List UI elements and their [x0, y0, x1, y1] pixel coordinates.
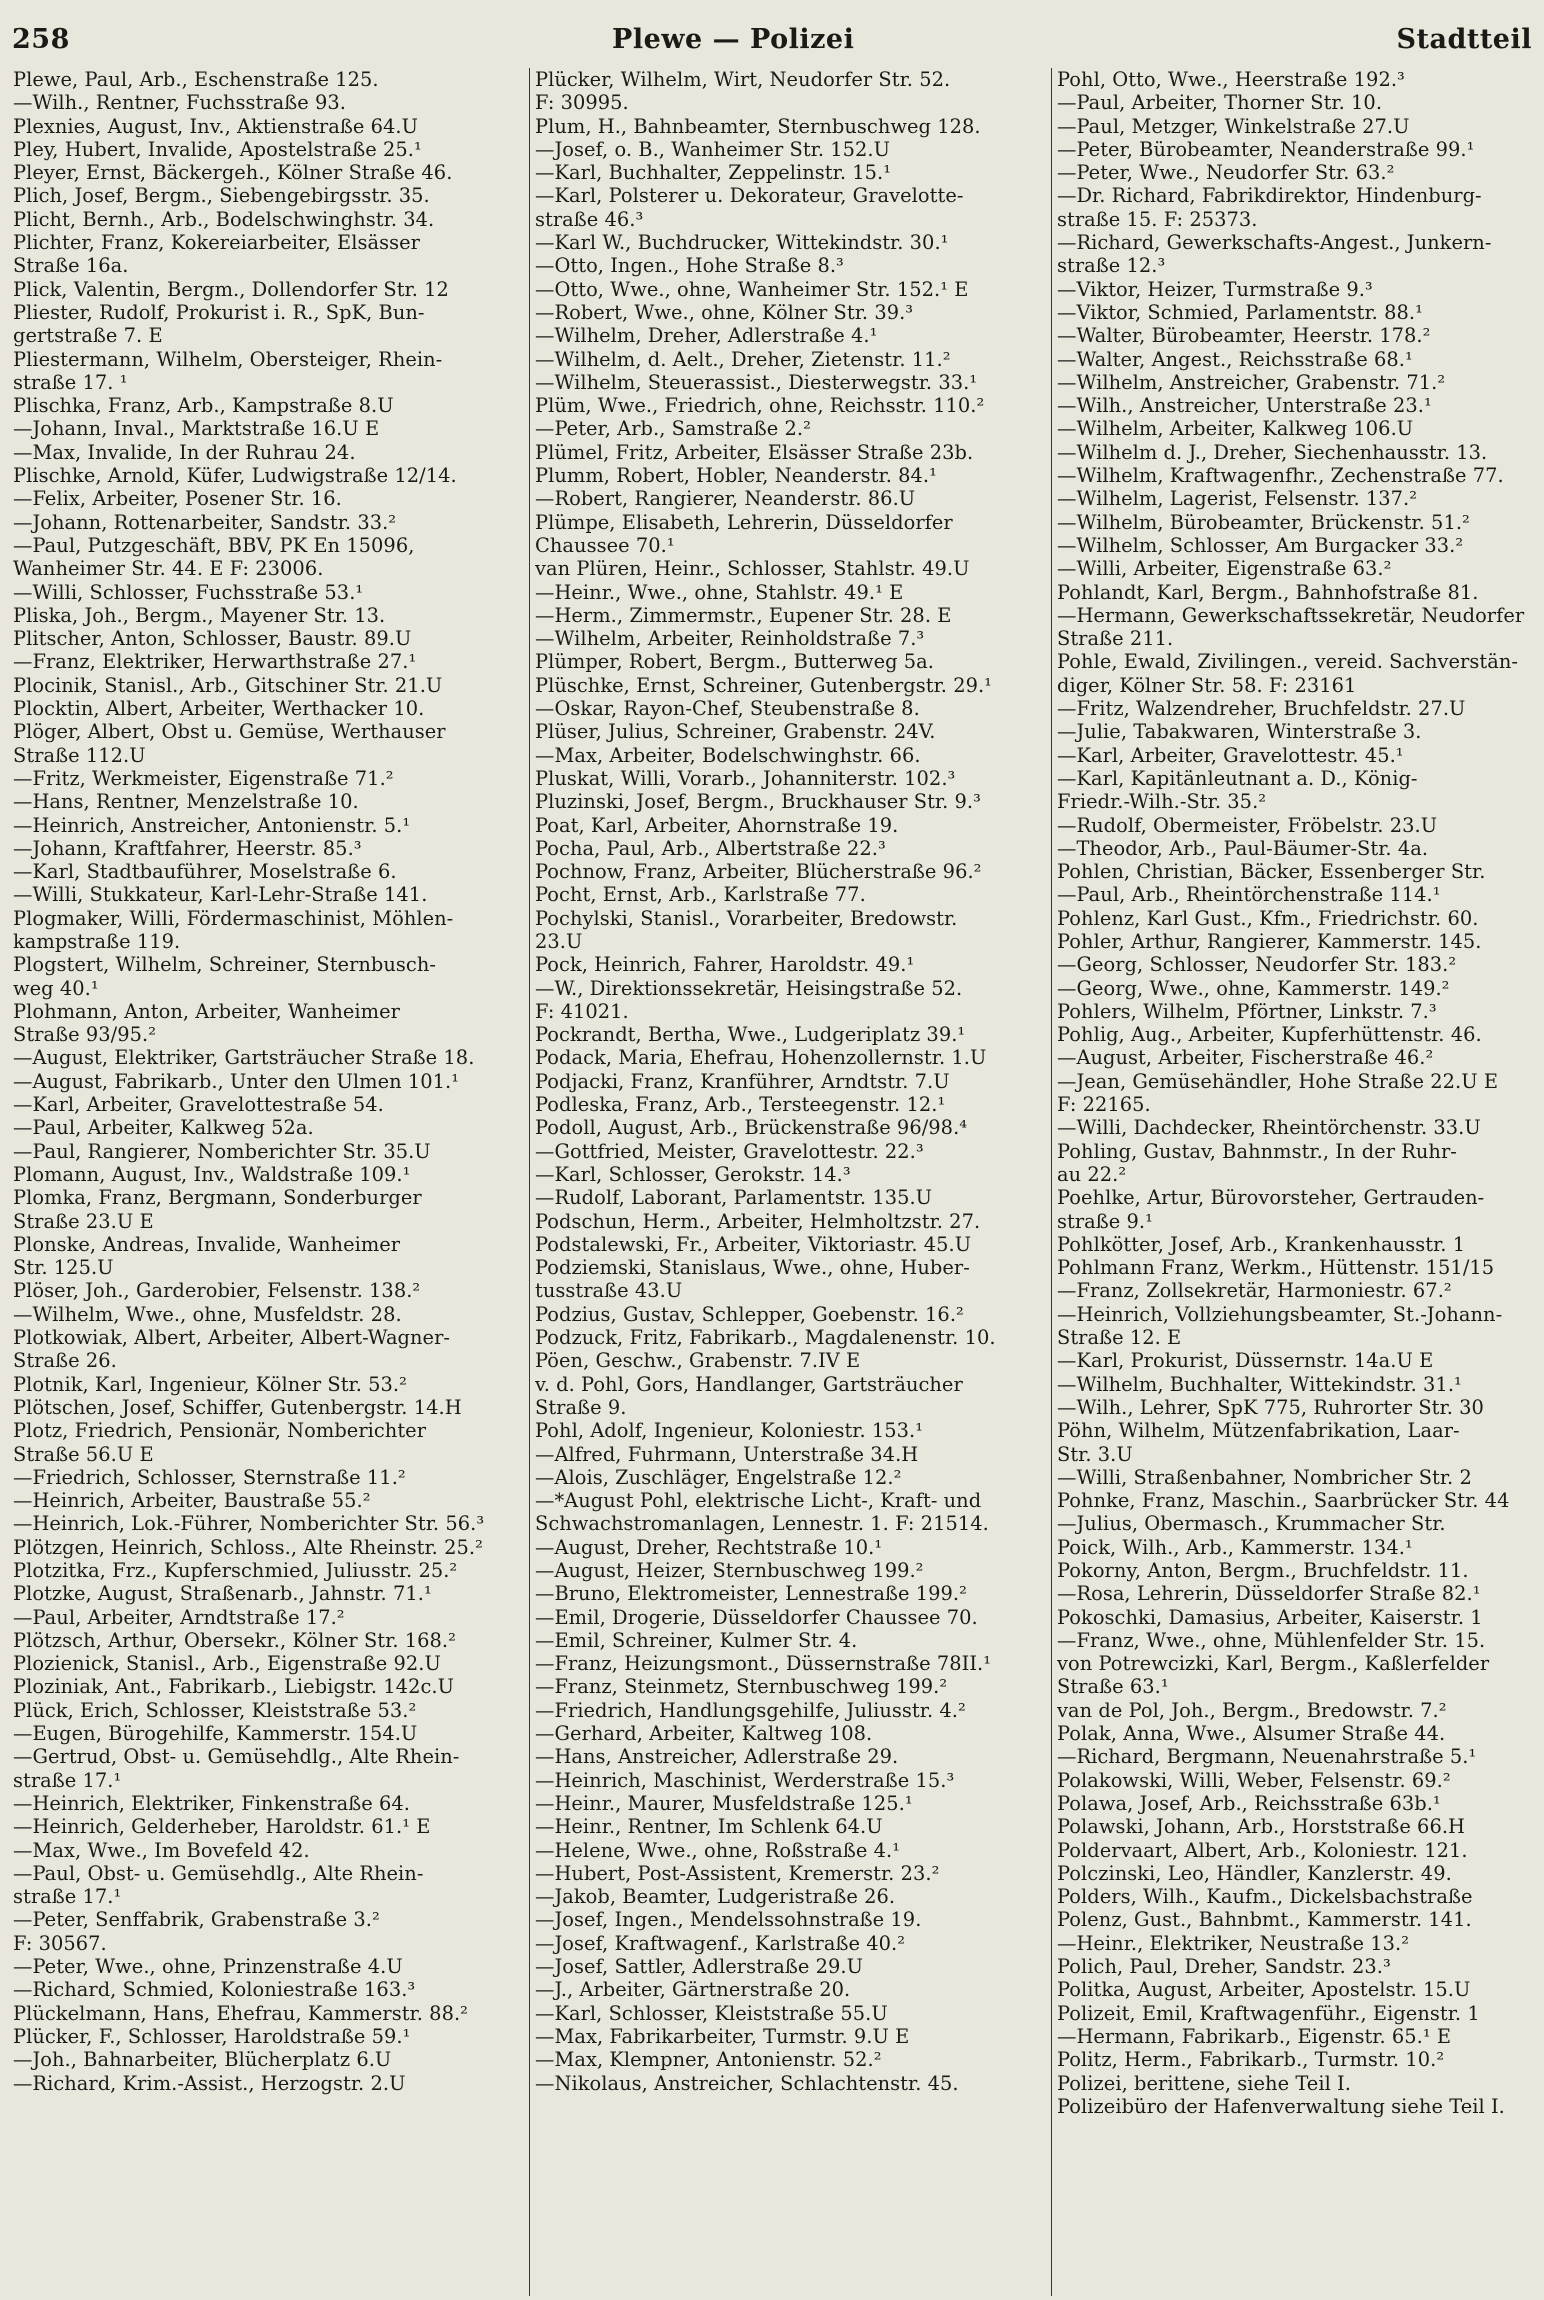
directory-entry-line: Ploziniak, Ant., Fabrikarb., Liebigstr. 142c.U [13, 1675, 454, 1699]
directory-entry-line: —Paul, Arb., Rheintörchenstraße 114.¹ [1057, 883, 1441, 907]
directory-entry-line: —August, Dreher, Rechtstraße 10.¹ [535, 1535, 883, 1559]
directory-entry-line: —August, Heizer, Sternbuschweg 199.² [535, 1559, 924, 1582]
directory-entry-line: —Max, Wwe., Im Bovefeld 42. [13, 1838, 310, 1862]
directory-entry-line: —J., Arbeiter, Gärtnerstraße 20. [535, 1978, 851, 2002]
directory-entry-line: —Julius, Obermasch., Krummacher Str. [1057, 1512, 1446, 1536]
directory-entry-line: —Theodor, Arb., Paul-Bäumer-Str. 4a. [1057, 836, 1429, 860]
directory-entry-line: Polakowski, Willi, Weber, Felsenstr. 69.² [1057, 1768, 1451, 1792]
directory-entry-line: Plötzgen, Heinrich, Schloss., Alte Rheinstr. 25.² [13, 1535, 483, 1559]
directory-entry-line: —Willi, Arbeiter, Eigenstraße 63.² [1057, 557, 1392, 581]
directory-entry-line: —Wilhelm, Arbeiter, Kalkweg 106.U [1057, 417, 1414, 441]
directory-entry-line: —Otto, Ingen., Hohe Straße 8.³ [535, 254, 844, 278]
directory-entry-line: —Willi, Dachdecker, Rheintörchenstr. 33.U [1057, 1116, 1481, 1140]
directory-entry-line: Pohlmann Franz, Werkm., Hüttenstr. 151/15 [1057, 1256, 1495, 1280]
directory-entry-line: Polizeibüro der Hafenverwaltung siehe Teil I. [1057, 2094, 1505, 2118]
directory-entry-line: Pohlandt, Karl, Bergm., Bahnhofstraße 81. [1057, 580, 1479, 604]
directory-entry-line: —Jakob, Beamter, Ludgeristraße 26. [535, 1885, 896, 1909]
directory-entry-line: —Heinrich, Gelderheber, Haroldstr. 61.¹ E [13, 1815, 431, 1839]
directory-entry-line: —Karl, Arbeiter, Gravelottestraße 54. [13, 1093, 384, 1117]
directory-entry-line: Plonske, Andreas, Invalide, Wanheimer [13, 1232, 401, 1256]
directory-entry-line: —Paul, Putzgeschäft, BBV, PK En 15096, [13, 533, 415, 557]
directory-entry-line: Plötzsch, Arthur, Obersekr., Kölner Str. 168.² [13, 1628, 456, 1652]
directory-entry-line: —Willi, Straßenbahner, Nombricher Str. 2 [1057, 1465, 1472, 1489]
directory-entry-line: F: 22165. [1057, 1093, 1151, 1117]
directory-entry-line: Pochylski, Stanisl., Vorarbeiter, Bredowstr. [535, 906, 958, 930]
directory-entry-line: —Heinrich, Arbeiter, Baustraße 55.² [13, 1489, 371, 1513]
directory-entry-line: —Franz, Zollsekretär, Harmoniestr. 67.² [1057, 1279, 1452, 1303]
directory-entry-line: Plotzke, August, Straßenarb., Jahnstr. 71.¹ [13, 1582, 432, 1606]
directory-entry-line: —Karl, Arbeiter, Gravelottestr. 45.¹ [1057, 743, 1404, 767]
directory-entry-line: Pockrandt, Bertha, Wwe., Ludgeriplatz 39.¹ [535, 1023, 966, 1047]
directory-entry-line: —Emil, Drogerie, Düsseldorfer Chaussee 70. [535, 1605, 978, 1629]
directory-entry-line: Pluskat, Willi, Vorarb., Johanniterstr. 102.³ [535, 766, 956, 790]
directory-entry-line: straße 9.¹ [1057, 1209, 1153, 1233]
directory-entry-line: —Walter, Angest., Reichsstraße 68.¹ [1057, 347, 1413, 371]
directory-entry-line: Wanheimer Str. 44. E F: 23006. [13, 557, 324, 581]
directory-entry-line: —Wilhelm, Lagerist, Felsenstr. 137.² [1057, 487, 1418, 511]
directory-entry-line: Plotkowiak, Albert, Arbeiter, Albert-Wagner- [13, 1326, 450, 1350]
directory-entry-line: —Joh., Bahnarbeiter, Blücherplatz 6.U [13, 2048, 392, 2072]
directory-entry-line: Straße 112.U [13, 743, 146, 767]
directory-entry-line: Polczinski, Leo, Händler, Kanzlerstr. 49. [1057, 1861, 1452, 1885]
directory-entry-line: —August, Arbeiter, Fischerstraße 46.² [1057, 1046, 1434, 1070]
directory-entry-line: Plewe, Paul, Arb., Eschenstraße 125. [13, 68, 379, 91]
directory-entry-line: Polenz, Gust., Bahnbmt., Kammerstr. 141. [1057, 1908, 1472, 1932]
directory-entry-line: —Viktor, Schmied, Parlamentstr. 88.¹ [1057, 300, 1423, 324]
directory-entry-line: —Heinr., Wwe., ohne, Stahlstr. 49.¹ E [535, 580, 904, 604]
directory-entry-line: F: 30995. [535, 91, 629, 115]
directory-entry-line: Plückelmann, Hans, Ehefrau, Kammerstr. 88.² [13, 2001, 468, 2025]
directory-entry-line: —W., Direktionssekretär, Heisingstraße 52. [535, 976, 963, 1000]
directory-entry-line: —Paul, Arbeiter, Arndtstraße 17.² [13, 1605, 345, 1629]
directory-entry-line: —Wilhelm, Schlosser, Am Burgacker 33.² [1057, 533, 1464, 557]
directory-entry-line: —Paul, Arbeiter, Thorner Str. 10. [1057, 91, 1383, 115]
directory-entry-line: van Plüren, Heinr., Schlosser, Stahlstr. 49.U [535, 557, 970, 581]
page-header [12, 14, 1532, 64]
directory-entry-line: Plogmaker, Willi, Fördermaschinist, Möhlen- [13, 906, 454, 930]
directory-entry-line: —Friedrich, Schlosser, Sternstraße 11.² [13, 1465, 406, 1489]
column-1 [8, 68, 530, 2296]
directory-entry-line: Straße 56.U E [13, 1442, 154, 1466]
column-3 [1052, 68, 1536, 2296]
directory-entry-line: Pohnke, Franz, Maschin., Saarbrücker Str. 44 [1057, 1489, 1510, 1513]
directory-entry-line: —Helene, Wwe., ohne, Roßstraße 4.¹ [535, 1838, 901, 1862]
directory-entry-line: —Richard, Bergmann, Neuenahrstraße 5.¹ [1057, 1745, 1477, 1769]
directory-entry-line: Plich, Josef, Bergm., Siebengebirgsstr. 35. [13, 184, 430, 208]
directory-entry-line: —Richard, Gewerkschafts-Angest., Junkern- [1057, 231, 1492, 255]
directory-entry-line: —Heinr., Elektriker, Neustraße 13.² [1057, 1931, 1410, 1955]
directory-entry-line: —Gertrud, Obst- u. Gemüsehdlg., Alte Rhein- [13, 1745, 460, 1769]
directory-entry-line: Plotnik, Karl, Ingenieur, Kölner Str. 53.² [13, 1372, 407, 1396]
directory-entry-line: kampstraße 119. [13, 929, 181, 953]
directory-entry-line: —Georg, Schlosser, Neudorfer Str. 183.² [1057, 953, 1457, 977]
directory-entry-line: tusstraße 43.U [535, 1279, 683, 1303]
directory-entry-line: —Wilh., Anstreicher, Unterstraße 23.¹ [1057, 394, 1432, 418]
directory-entry-line: —Peter, Arb., Samstraße 2.² [535, 417, 811, 441]
directory-entry-line: —Paul, Obst- u. Gemüsehdlg., Alte Rhein- [13, 1861, 424, 1885]
directory-entry-line: —Otto, Wwe., ohne, Wanheimer Str. 152.¹ E [535, 277, 969, 301]
directory-entry-line: —Herm., Zimmermstr., Eupener Str. 28. E [535, 603, 952, 627]
directory-entry-line: Plüser, Julius, Schreiner, Grabenstr. 24V. [535, 720, 936, 744]
directory-entry-line: —Robert, Wwe., ohne, Kölner Str. 39.³ [535, 300, 914, 324]
directory-entry-line: v. d. Pohl, Gors, Handlanger, Gartsträucher [535, 1372, 963, 1396]
directory-entry-line: —Willi, Schlosser, Fuchsstraße 53.¹ [13, 580, 364, 604]
directory-entry-line: —Max, Invalide, In der Ruhrau 24. [13, 440, 356, 464]
directory-entry-line: Pohlen, Christian, Bäcker, Essenberger Str. [1057, 860, 1486, 884]
directory-entry-line: —Gerhard, Arbeiter, Kaltweg 108. [535, 1722, 873, 1746]
directory-entry-line: —Heinrich, Maschinist, Werderstraße 15.³ [535, 1768, 955, 1792]
directory-entry-line: Podzius, Gustav, Schlepper, Goebenstr. 16.² [535, 1302, 964, 1326]
directory-entry-line: Pokorny, Anton, Bergm., Bruchfeldstr. 11. [1057, 1559, 1469, 1582]
directory-entry-line: —Heinr., Rentner, Im Schlenk 64.U [535, 1815, 883, 1839]
directory-entry-line: Str. 125.U [13, 1256, 114, 1280]
directory-entry-line: Podoll, August, Arb., Brückenstraße 96/98.⁴ [535, 1116, 968, 1140]
directory-entry-line: —Felix, Arbeiter, Posener Str. 16. [13, 487, 342, 511]
directory-entry-line: —August, Fabrikarb., Unter den Ulmen 101.¹ [13, 1069, 460, 1093]
directory-entry-line: straße 46.³ [535, 207, 644, 231]
directory-entry-line: Straße 9. [535, 1395, 627, 1419]
directory-entry-line: —Karl, Polsterer u. Dekorateur, Gravelotte- [535, 184, 964, 208]
directory-entry-line: Plümper, Robert, Bergm., Butterweg 5a. [535, 650, 934, 674]
directory-entry-line: —Franz, Elektriker, Herwarthstraße 27.¹ [13, 650, 417, 674]
directory-entry-line: au 22.² [1057, 1162, 1127, 1186]
directory-entry-line: Plohmann, Anton, Arbeiter, Wanheimer [13, 999, 400, 1023]
directory-entry-line: —Wilhelm, Kraftwagenfhr., Zechenstraße 77. [1057, 464, 1504, 488]
directory-entry-line: —Franz, Wwe., ohne, Mühlenfelder Str. 15. [1057, 1628, 1486, 1652]
directory-entry-line: Pluzinski, Josef, Bergm., Bruckhauser Str. 9.³ [535, 790, 981, 814]
directory-entry-line: —Nikolaus, Anstreicher, Schlachtenstr. 45. [535, 2071, 959, 2095]
directory-entry-line: —Jean, Gemüsehändler, Hohe Straße 22.U E [1057, 1069, 1499, 1093]
directory-entry-line: —Richard, Schmied, Koloniestraße 163.³ [13, 1978, 416, 2002]
directory-entry-line: —Karl, Schlosser, Gerokstr. 14.³ [535, 1162, 851, 1186]
directory-entry-line: —Heinrich, Anstreicher, Antonienstr. 5.¹ [13, 813, 411, 837]
directory-entry-line: Pohlkötter, Josef, Arb., Krankenhausstr. 1 [1057, 1232, 1466, 1256]
directory-entry-line: straße 17. ¹ [13, 370, 128, 394]
directory-entry-line: weg 40.¹ [13, 976, 99, 1000]
directory-entry-line: —Emil, Schreiner, Kulmer Str. 4. [535, 1628, 858, 1652]
directory-entry-line: —Wilh., Rentner, Fuchsstraße 93. [13, 91, 346, 115]
directory-entry-line: —Hans, Anstreicher, Adlerstraße 29. [535, 1745, 899, 1769]
directory-entry-line: Plitscher, Anton, Schlosser, Baustr. 89.U [13, 627, 412, 651]
directory-entry-line: Plocinik, Stanisl., Arb., Gitschiner Str. 21.U [13, 673, 443, 697]
directory-entry-line: gertstraße 7. E [13, 324, 163, 348]
directory-entry-line: straße 17.¹ [13, 1885, 122, 1909]
directory-entry-line: Pohl, Adolf, Ingenieur, Koloniestr. 153.¹ [535, 1419, 924, 1443]
directory-entry-line: —Josef, Sattler, Adlerstraße 29.U [535, 1955, 864, 1979]
directory-entry-line: Plücker, Wilhelm, Wirt, Neudorfer Str. 52. [535, 68, 951, 91]
directory-entry-line: Plotz, Friedrich, Pensionär, Nomberichter [13, 1419, 427, 1443]
directory-entry-line: Plöser, Joh., Garderobier, Felsenstr. 138.² [13, 1279, 421, 1303]
directory-entry-line: —Heinr., Maurer, Musfeldstraße 125.¹ [535, 1791, 913, 1815]
directory-entry-line: —Wilhelm, Bürobeamter, Brückenstr. 51.² [1057, 510, 1470, 534]
directory-entry-line: —Friedrich, Handlungsgehilfe, Juliusstr. 4.² [535, 1698, 966, 1722]
directory-entry-line: Podschun, Herm., Arbeiter, Helmholtzstr. 27. [535, 1209, 981, 1233]
directory-entry-line: —Robert, Rangierer, Neanderstr. 86.U [535, 487, 916, 511]
directory-entry-line: Plomann, August, Inv., Waldstraße 109.¹ [13, 1162, 411, 1186]
directory-entry-line: Plümel, Fritz, Arbeiter, Elsässer Straße 23b. [535, 440, 974, 464]
directory-entry-line: Plozienick, Stanisl., Arb., Eigenstraße 92.U [13, 1652, 441, 1676]
directory-entry-line: Pocha, Paul, Arb., Albertstraße 22.³ [535, 836, 886, 860]
directory-entry-line: —Max, Arbeiter, Bodelschwinghstr. 66. [535, 743, 921, 767]
directory-entry-line: Pohle, Ewald, Zivilingen., vereid. Sachverstän- [1057, 650, 1518, 674]
directory-entry-line: —Johann, Inval., Marktstraße 16.U E [13, 417, 380, 441]
directory-entry-line: —Alfred, Fuhrmann, Unterstraße 34.H [535, 1442, 919, 1466]
directory-entry-line: Straße 211. [1057, 627, 1174, 651]
page-number: 258 [12, 23, 70, 55]
directory-entry-line: straße 17.¹ [13, 1768, 122, 1792]
directory-entry-line: Plomka, Franz, Bergmann, Sonderburger [13, 1186, 422, 1210]
directory-entry-line: Polawski, Johann, Arb., Horststraße 66.H [1057, 1815, 1466, 1839]
directory-entry-line: Podstalewski, Fr., Arbeiter, Viktoriastr. 45.U [535, 1232, 972, 1256]
directory-entry-line: straße 15. F: 25373. [1057, 207, 1258, 231]
directory-entry-line: —Karl, Schlosser, Kleiststraße 55.U [535, 2001, 888, 2025]
directory-entry-line: Friedr.-Wilh.-Str. 35.² [1057, 790, 1267, 814]
directory-entry-line: —Johann, Kraftfahrer, Heerstr. 85.³ [13, 836, 362, 860]
directory-entry-line: Pokoschki, Damasius, Arbeiter, Kaiserstr. 1 [1057, 1605, 1483, 1629]
directory-entry-line: Pliester, Rudolf, Prokurist i. R., SpK, Bun- [13, 300, 425, 324]
directory-entry-line: —Peter, Wwe., Neudorfer Str. 63.² [1057, 161, 1395, 185]
directory-entry-line: —Fritz, Werkmeister, Eigenstraße 71.² [13, 766, 394, 790]
directory-entry-line: —Hubert, Post-Assistent, Kremerstr. 23.² [535, 1861, 940, 1885]
directory-entry-line: Podleska, Franz, Arb., Tersteegenstr. 12.¹ [535, 1093, 946, 1117]
directory-entry-line: —Bruno, Elektromeister, Lennestraße 199.² [535, 1582, 967, 1606]
directory-entry-line: —Wilhelm, Steuerassist., Diesterwegstr. 33.¹ [535, 370, 978, 394]
directory-entry-line: Pohl, Otto, Wwe., Heerstraße 192.³ [1057, 68, 1405, 91]
directory-entry-line: Pohlenz, Karl Gust., Kfm., Friedrichstr. 60. [1057, 906, 1479, 930]
directory-entry-line: —Julie, Tabakwaren, Winterstraße 3. [1057, 720, 1422, 744]
directory-entry-line: Pochnow, Franz, Arbeiter, Blücherstraße 96.² [535, 860, 982, 884]
directory-entry-line: —Wilhelm, d. Aelt., Dreher, Zietenstr. 11.² [535, 347, 951, 371]
directory-entry-line: Str. 3.U [1057, 1442, 1133, 1466]
page-title: Plewe — Polizei [612, 23, 855, 55]
directory-entry-line: —Wilhelm d. J., Dreher, Siechenhausstr. 13. [1057, 440, 1488, 464]
directory-entry-line: F: 41021. [535, 999, 629, 1023]
directory-entry-line: —Rosa, Lehrerin, Düsseldorfer Straße 82.¹ [1057, 1582, 1481, 1606]
directory-entry-line: Plück, Erich, Schlosser, Kleiststraße 53.² [13, 1698, 417, 1722]
directory-entry-line: Plöger, Albert, Obst u. Gemüse, Werthauser [13, 720, 446, 744]
directory-entry-line: Polders, Wilh., Kaufm., Dickelsbachstraße [1057, 1885, 1473, 1909]
directory-entry-line: —Richard, Krim.-Assist., Herzogstr. 2.U [13, 2071, 406, 2095]
directory-entry-line: Plumm, Robert, Hobler, Neanderstr. 84.¹ [535, 464, 937, 488]
directory-entry-line: —Hermann, Gewerkschaftssekretär, Neudorfer [1057, 603, 1525, 627]
directory-entry-line: —Josef, Ingen., Mendelssohnstraße 19. [535, 1908, 922, 1932]
directory-entry-line: van de Pol, Joh., Bergm., Bredowstr. 7.² [1057, 1698, 1447, 1722]
directory-entry-line: —Karl, Buchhalter, Zeppelinstr. 15.¹ [535, 161, 892, 185]
directory-entry-line: Plüm, Wwe., Friedrich, ohne, Reichsstr. 110.² [535, 394, 985, 418]
directory-entry-line: —Hermann, Fabrikarb., Eigenstr. 65.¹ E [1057, 2024, 1452, 2048]
directory-entry-line: —Alois, Zuschläger, Engelstraße 12.² [535, 1465, 902, 1489]
directory-entry-line: Polawa, Josef, Arb., Reichsstraße 63b.¹ [1057, 1791, 1441, 1815]
directory-entry-line: —Josef, o. B., Wanheimer Str. 152.U [535, 137, 891, 161]
directory-entry-line: —Heinrich, Lok.-Führer, Nomberichter Str. 56.³ [13, 1512, 485, 1536]
directory-entry-line: —Josef, Kraftwagenf., Karlstraße 40.² [535, 1931, 906, 1955]
directory-entry-line: —Wilhelm, Arbeiter, Reinholdstraße 7.³ [535, 627, 925, 651]
directory-entry-line: Plischka, Franz, Arb., Kampstraße 8.U [13, 394, 394, 418]
directory-entry-line: Pohling, Gustav, Bahnmstr., In der Ruhr- [1057, 1139, 1457, 1163]
directory-entry-line: Straße 26. [13, 1349, 117, 1373]
directory-entry-line: diger, Kölner Str. 58. F: 23161 [1057, 673, 1357, 697]
directory-entry-line: —Fritz, Walzendreher, Bruchfeldstr. 27.U [1057, 697, 1466, 721]
directory-entry-line: Plick, Valentin, Bergm., Dollendorfer Str. 12 [13, 277, 449, 301]
directory-entry-line: Poldervaart, Albert, Arb., Koloniestr. 121. [1057, 1838, 1468, 1862]
directory-entry-line: —Max, Fabrikarbeiter, Turmstr. 9.U E [535, 2024, 910, 2048]
directory-entry-line: Pohler, Arthur, Rangierer, Kammerstr. 145. [1057, 929, 1482, 953]
directory-entry-line: —Paul, Metzger, Winkelstraße 27.U [1057, 114, 1410, 138]
directory-entry-line: —Heinrich, Vollziehungsbeamter, St.-Johann- [1057, 1302, 1503, 1326]
directory-entry-line: F: 30567. [13, 1931, 107, 1955]
directory-entry-line: Poat, Karl, Arbeiter, Ahornstraße 19. [535, 813, 899, 837]
directory-entry-line: Pley, Hubert, Invalide, Apostelstraße 25.¹ [13, 137, 422, 161]
directory-entry-line: Straße 93/95.² [13, 1023, 157, 1047]
directory-entry-line: straße 12.³ [1057, 254, 1166, 278]
directory-entry-line: Poehlke, Artur, Bürovorsteher, Gertrauden- [1057, 1186, 1485, 1210]
directory-entry-line: —Max, Klempner, Antonienstr. 52.² [535, 2048, 882, 2072]
directory-entry-line: Pöen, Geschw., Grabenstr. 7.IV E [535, 1349, 861, 1373]
section-label: Stadtteil [1396, 23, 1532, 55]
directory-entry-line: —Rudolf, Laborant, Parlamentstr. 135.U [535, 1186, 933, 1210]
directory-entry-line: —Willi, Stukkateur, Karl-Lehr-Straße 141. [13, 883, 428, 907]
directory-entry-line: —Hans, Rentner, Menzelstraße 10. [13, 790, 359, 814]
directory-entry-line: —August, Elektriker, Gartsträucher Straße 18. [13, 1046, 475, 1070]
directory-entry-line: Polich, Paul, Dreher, Sandstr. 23.³ [1057, 1955, 1391, 1979]
directory-entry-line: Straße 12. E [1057, 1326, 1182, 1350]
directory-entry-line: —Johann, Rottenarbeiter, Sandstr. 33.² [13, 510, 397, 534]
directory-entry-line: —Karl W., Buchdrucker, Wittekindstr. 30.¹ [535, 231, 949, 255]
directory-entry-line: —Peter, Bürobeamter, Neanderstraße 99.¹ [1057, 137, 1475, 161]
directory-entry-line: Podjacki, Franz, Kranführer, Arndtstr. 7.U [535, 1069, 950, 1093]
directory-entry-line: Straße 16a. [13, 254, 129, 278]
directory-entry-line: Plichter, Franz, Kokereiarbeiter, Elsässer [13, 231, 420, 255]
directory-entry-line: Pohlig, Aug., Arbeiter, Kupferhüttenstr. 46. [1057, 1023, 1482, 1047]
columns [8, 68, 1536, 2296]
directory-entry-line: —Wilhelm, Dreher, Adlerstraße 4.¹ [535, 324, 878, 348]
directory-entry-line: Politka, August, Arbeiter, Apostelstr. 15.U [1057, 1978, 1471, 2002]
directory-entry-line: Plötschen, Josef, Schiffer, Gutenbergstr. 14.H [13, 1395, 462, 1419]
directory-entry-line: —Heinrich, Elektriker, Finkenstraße 64. [13, 1791, 410, 1815]
directory-entry-line: —Gottfried, Meister, Gravelottestr. 22.³ [535, 1139, 924, 1163]
directory-entry-line: Polizei, berittene, siehe Teil I. [1057, 2071, 1351, 2095]
directory-entry-line: Plümpe, Elisabeth, Lehrerin, Düsseldorfer [535, 510, 953, 534]
directory-entry-line: —Paul, Arbeiter, Kalkweg 52a. [13, 1116, 314, 1140]
directory-entry-line: —Oskar, Rayon-Chef, Steubenstraße 8. [535, 697, 920, 721]
directory-entry-line: Poick, Wilh., Arb., Kammerstr. 134.¹ [1057, 1535, 1413, 1559]
directory-entry-line: Plüschke, Ernst, Schreiner, Gutenbergstr. 29.¹ [535, 673, 993, 697]
directory-entry-line: Chaussee 70.¹ [535, 533, 675, 557]
directory-entry-line: —Karl, Stadtbauführer, Moselstraße 6. [13, 860, 397, 884]
directory-entry-line: —Franz, Steinmetz, Sternbuschweg 199.² [535, 1675, 948, 1699]
column-2 [530, 68, 1052, 2296]
directory-entry-line: Pocht, Ernst, Arb., Karlstraße 77. [535, 883, 866, 907]
directory-entry-line: Polak, Anna, Wwe., Alsumer Straße 44. [1057, 1722, 1446, 1746]
directory-entry-line: —Dr. Richard, Fabrikdirektor, Hindenburg- [1057, 184, 1482, 208]
directory-entry-line: Pliska, Joh., Bergm., Mayener Str. 13. [13, 603, 386, 627]
directory-entry-line: Plexnies, August, Inv., Aktienstraße 64.U [13, 114, 418, 138]
directory-entry-line: Plücker, F., Schlosser, Haroldstraße 59.¹ [13, 2024, 411, 2048]
directory-entry-line: Pöhn, Wilhelm, Mützenfabrikation, Laar- [1057, 1419, 1460, 1443]
directory-entry-line: —Peter, Senffabrik, Grabenstraße 3.² [13, 1908, 380, 1932]
directory-entry-line: Plicht, Bernh., Arb., Bodelschwinghstr. 34. [13, 207, 435, 231]
directory-entry-line: von Potrewcizki, Karl, Bergm., Kaßlerfelder [1057, 1652, 1490, 1676]
directory-entry-line: —Eugen, Bürogehilfe, Kammerstr. 154.U [13, 1722, 418, 1746]
directory-entry-line: —Wilhelm, Anstreicher, Grabenstr. 71.² [1057, 370, 1446, 394]
directory-entry-line: —Wilhelm, Wwe., ohne, Musfeldstr. 28. [13, 1302, 402, 1326]
directory-entry-line: Podack, Maria, Ehefrau, Hohenzollernstr. 1.U [535, 1046, 987, 1070]
directory-entry-line: —Walter, Bürobeamter, Heerstr. 178.² [1057, 324, 1431, 348]
directory-entry-line: Podziemski, Stanislaus, Wwe., ohne, Huber- [535, 1256, 970, 1280]
directory-entry-line: Plum, H., Bahnbeamter, Sternbuschweg 128. [535, 114, 981, 138]
directory-entry-line: —Wilh., Lehrer, SpK 775, Ruhrorter Str. 30 [1057, 1395, 1484, 1419]
directory-entry-line: Podzuck, Fritz, Fabrikarb., Magdalenenstr. 10. [535, 1326, 996, 1350]
directory-entry-line: —Paul, Rangierer, Nomberichter Str. 35.U [13, 1139, 431, 1163]
directory-entry-line: —Rudolf, Obermeister, Fröbelstr. 23.U [1057, 813, 1438, 837]
directory-entry-line: Plischke, Arnold, Küfer, Ludwigstraße 12/14. [13, 464, 457, 488]
directory-entry-line: Schwachstromanlagen, Lennestr. 1. F: 21514. [535, 1512, 989, 1536]
directory-entry-line: Politz, Herm., Fabrikarb., Turmstr. 10.² [1057, 2048, 1445, 2072]
directory-entry-line: —Viktor, Heizer, Turmstraße 9.³ [1057, 277, 1373, 301]
directory-entry-line: Plogstert, Wilhelm, Schreiner, Sternbusch- [13, 953, 436, 977]
directory-entry-line: —Peter, Wwe., ohne, Prinzenstraße 4.U [13, 1955, 403, 1979]
directory-entry-line: —Karl, Prokurist, Düssernstr. 14a.U E [1057, 1349, 1434, 1373]
directory-entry-line: —Georg, Wwe., ohne, Kammerstr. 149.² [1057, 976, 1450, 1000]
directory-entry-line: —Wilhelm, Buchhalter, Wittekindstr. 31.¹ [1057, 1372, 1462, 1396]
directory-entry-line: Pohlers, Wilhelm, Pförtner, Linkstr. 7.³ [1057, 999, 1437, 1023]
directory-entry-line: Pliestermann, Wilhelm, Obersteiger, Rhein- [13, 347, 443, 371]
directory-entry-line: Plocktin, Albert, Arbeiter, Werthacker 10. [13, 697, 425, 721]
directory-entry-line: 23.U [535, 929, 583, 953]
directory-entry-line: Pock, Heinrich, Fahrer, Haroldstr. 49.¹ [535, 953, 915, 977]
directory-entry-line: Polizeit, Emil, Kraftwagenführ., Eigenstr. 1 [1057, 2001, 1480, 2025]
directory-entry-line: Plotzitka, Frz., Kupferschmied, Juliusstr. 25.² [13, 1559, 458, 1582]
directory-entry-line: —Franz, Heizungsmont., Düssernstraße 78II.¹ [535, 1652, 992, 1676]
directory-entry-line: —Karl, Kapitänleutnant a. D., König- [1057, 766, 1418, 790]
directory-entry-line: Straße 63.¹ [1057, 1675, 1169, 1699]
directory-entry-line: Pleyer, Ernst, Bäckergeh., Kölner Straße 46. [13, 161, 453, 185]
directory-entry-line: Straße 23.U E [13, 1209, 154, 1233]
directory-entry-line: —*August Pohl, elektrische Licht-, Kraft- und [535, 1489, 982, 1513]
